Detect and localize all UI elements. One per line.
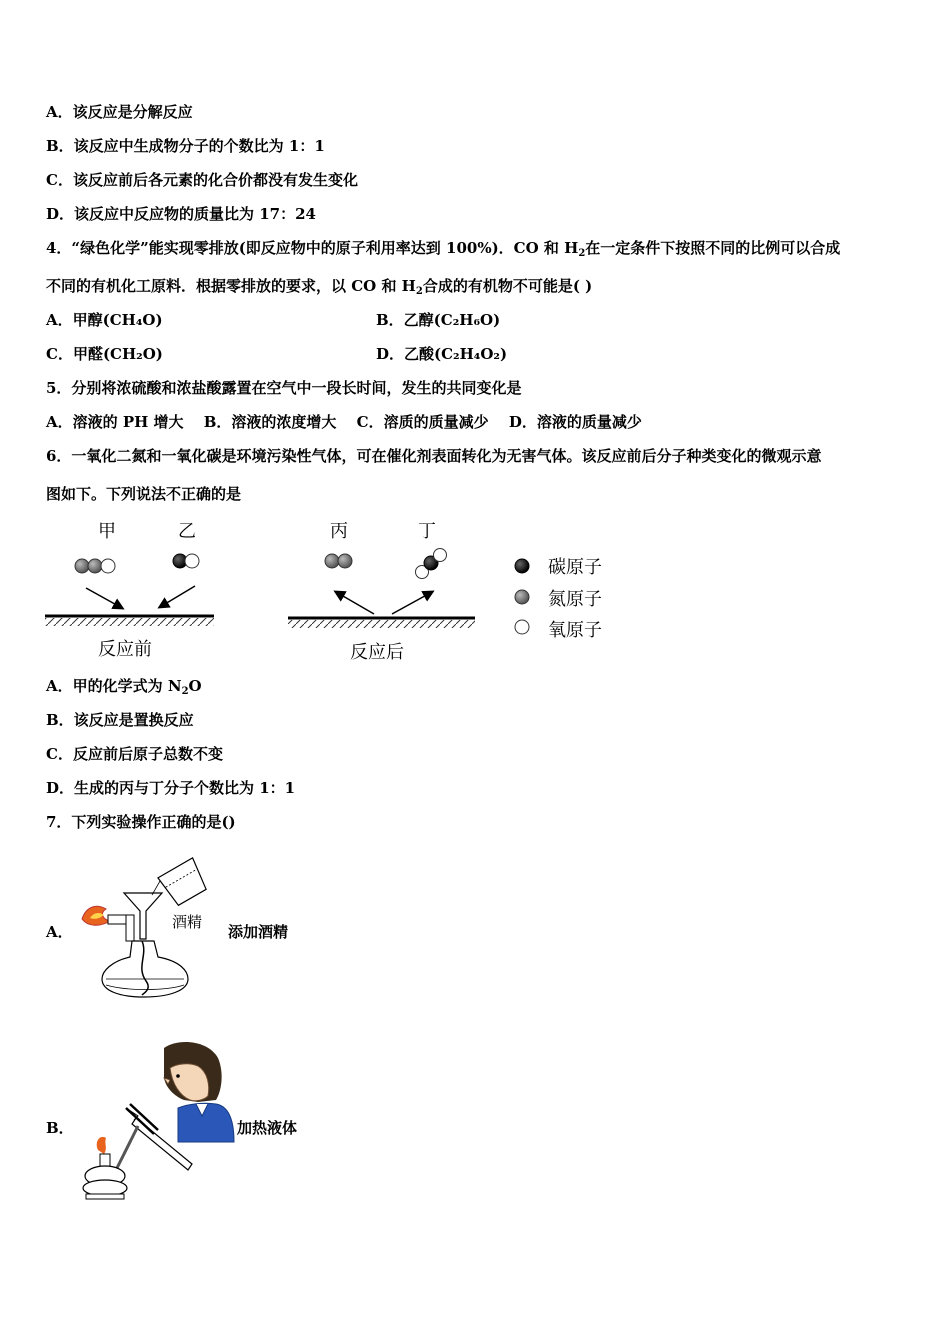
heating-liquid-illustration (78, 1038, 238, 1203)
q7-option-a-letter: A． (46, 923, 73, 941)
q6-stem-line2: 图如下。下列说法不正确的是 (46, 485, 242, 503)
person-icon (164, 1042, 234, 1142)
beaker-icon (158, 858, 210, 907)
q3-option-c: C．该反应前后各元素的化合价都没有发生变化 (46, 171, 358, 189)
legend-nitrogen-icon (515, 590, 529, 604)
label-jia: 甲 (98, 521, 116, 542)
q3-option-a: A．该反应是分解反应 (46, 103, 193, 121)
legend-oxygen-icon (515, 620, 529, 634)
lamp-body-icon (102, 941, 188, 997)
molecule-ding (416, 549, 447, 579)
q4-option-c: C．甲醛(CH₂O) (46, 345, 163, 363)
q6-option-d: D．生成的丙与丁分子个数比为 1：1 (46, 779, 296, 797)
legend-carbon: 碳原子 (548, 557, 602, 578)
q3-option-b: B．该反应中生成物分子的个数比为 1：1 (46, 137, 325, 155)
q4-stem-line1: 4．“绿色化学”能实现零排放(即反应物中的原子利用率达到 100%)．CO 和 $H_2$在一定条件下按照不同的比例可以合成 (46, 239, 841, 259)
legend-carbon-icon (515, 559, 529, 573)
q4-option-a: A．甲醇(CH₄O) (46, 311, 163, 329)
q6-option-c: C．反应前后原子总数不变 (46, 745, 223, 763)
label-yi: 乙 (178, 521, 196, 542)
q6-stem-line1: 6．一氧化二氮和一氧化碳是环境污染性气体，可在催化剂表面转化为无害气体。该反应前后分子种类变化的微观示意 (46, 447, 822, 465)
arrow-yi (160, 586, 195, 607)
arrow-bing (336, 592, 374, 614)
alcohol-label: 酒精 (172, 913, 203, 931)
q5-options: A．溶液的 PH 增大 B．溶液的浓度增大 C．溶质的质量减少 D．溶液的质量减少 (46, 413, 642, 431)
arrow-ding (392, 592, 432, 614)
molecule-bing (325, 554, 352, 568)
q7-option-a-caption: 添加酒精 (228, 923, 289, 941)
label-ding: 丁 (418, 521, 436, 542)
q3-option-d: D．该反应中反应物的质量比为 17：24 (46, 205, 316, 223)
alcohol-lamp-illustration (76, 855, 216, 1000)
reaction-diagram (40, 512, 630, 667)
label-bing: 丙 (330, 521, 348, 542)
legend-oxygen: 氧原子 (548, 620, 602, 641)
legend-nitrogen: 氮原子 (548, 589, 602, 610)
q4-stem-line2: 不同的有机化工原料．根据零排放的要求，以 CO 和 $H_2$合成的有机物不可能是( ) (46, 277, 593, 297)
q7-stem: 7．下列实验操作正确的是() (46, 813, 236, 831)
molecule-yi (173, 554, 199, 568)
caption-after: 反应后 (350, 642, 404, 663)
q4-option-d: D．乙酸(C₂H₄O₂) (376, 345, 508, 363)
alcohol-lamp-icon (83, 1137, 127, 1199)
q7-option-b-letter: B． (46, 1119, 74, 1137)
molecule-jia (75, 559, 115, 573)
caption-before: 反应前 (98, 639, 152, 660)
q4-option-b: B．乙醇(C₂H₆O) (376, 311, 501, 329)
q6-option-b: B．该反应是置换反应 (46, 711, 194, 729)
q7-option-b-caption: 加热液体 (237, 1119, 298, 1137)
q6-option-a: A．甲的化学式为 $N_2O$ (46, 677, 202, 697)
q5-stem: 5．分别将浓硫酸和浓盐酸露置在空气中一段长时间，发生的共同变化是 (46, 379, 522, 397)
arrow-jia (86, 588, 122, 608)
